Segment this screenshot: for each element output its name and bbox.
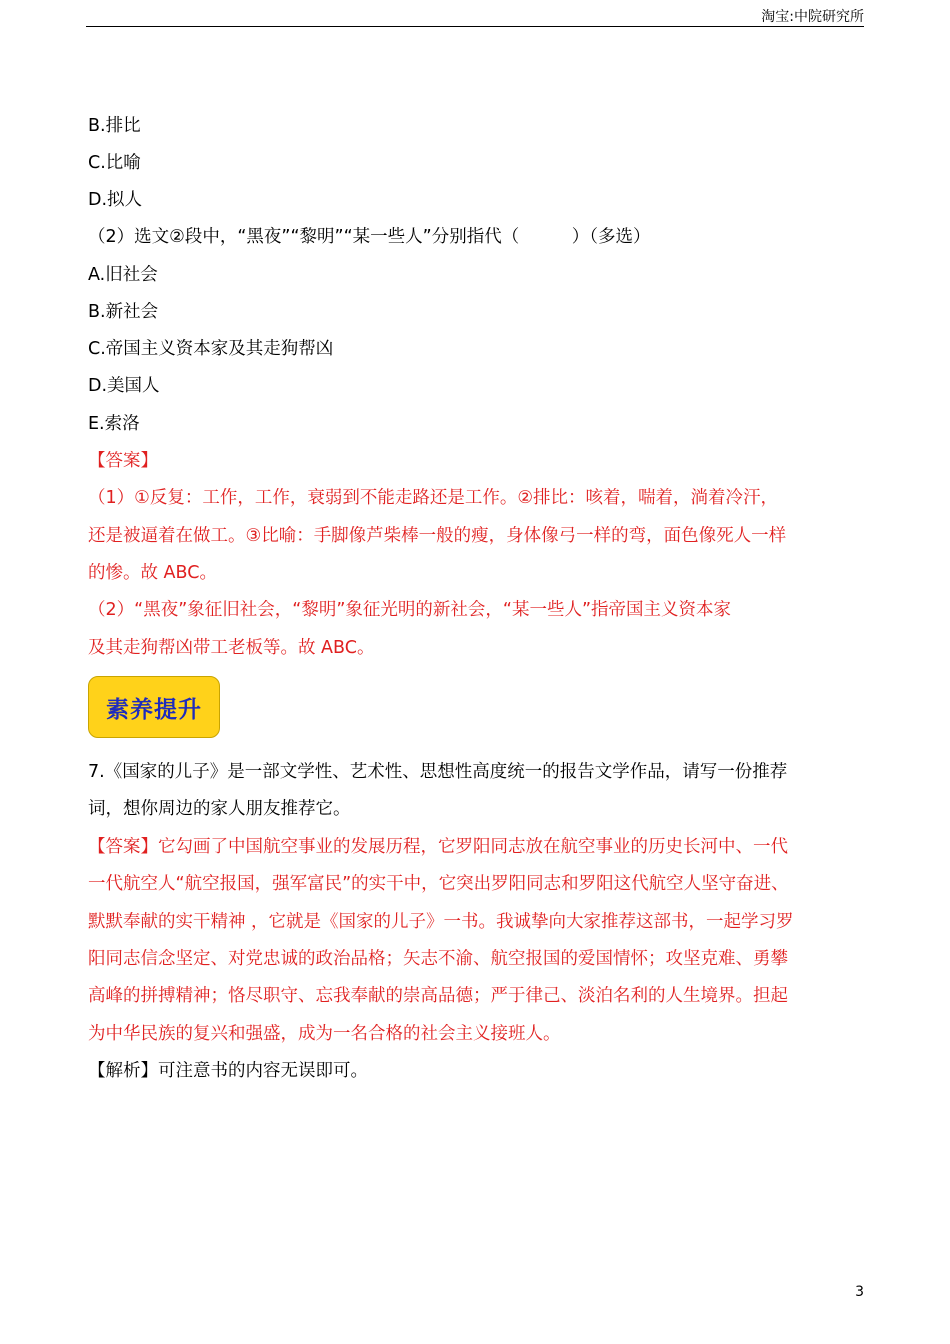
answer-text-line: 默默奉献的实干精神 ，它就是《国家的儿子》一书。我诚挚向大家推荐这部书，一起学习罗 [88, 912, 794, 932]
answer-text-line: （1）①反复：工作，工作，衰弱到不能走路还是工作。②排比：咳着，喘着，淌着冷汗， [88, 488, 779, 508]
header-rule [86, 26, 864, 27]
answer-text-line: 高峰的拼搏精神；恪尽职守、忘我奉献的崇高品德；严于律己、淡泊名利的人生境界。担起 [88, 986, 788, 1006]
answer-text-line: 还是被逼着在做工。③比喻：手脚像芦柴棒一般的瘦，身体像弓一样的弯，面色像死人一样 [88, 526, 787, 546]
answer-text-line: 【答案】它勾画了中国航空事业的发展历程，它罗阳同志放在航空事业的历史长河中、一代 [88, 837, 788, 857]
answer-text-line: 阳同志信念坚定、对党忠诚的政治品格；矢志不渝、航空报国的爱国情怀；攻坚克难、勇攀 [88, 949, 788, 969]
question-text-line: A.旧社会 [88, 265, 158, 285]
question-text-line: B.新社会 [88, 302, 159, 322]
page-number: 3 [855, 1284, 864, 1300]
question-text-line: E.索洛 [88, 414, 140, 434]
question-text-line: 词，想你周边的家人朋友推荐它。 [88, 799, 351, 819]
answer-text-line: 【答案】 [88, 451, 158, 471]
question-text-line: B.排比 [88, 116, 141, 136]
question-text-line: C.比喻 [88, 153, 141, 173]
answer-text-line: 的惨。故 ABC。 [88, 563, 217, 583]
answer-text-line: 为中华民族的复兴和强盛，成为一名合格的社会主义接班人。 [88, 1024, 561, 1044]
answer-text-line: 及其走狗帮凶带工老板等。故 ABC。 [88, 638, 375, 658]
section-badge: 素养提升 [88, 676, 220, 738]
question-text-line: （2）选文②段中，“黑夜”“黎明”“某一些人”分别指代（ ）（多选） [88, 227, 651, 247]
question-text-line: 7.《国家的儿子》是一部文学性、艺术性、思想性高度统一的报告文学作品，请写一份推荐 [88, 762, 788, 782]
question-text-line: 【解析】可注意书的内容无误即可。 [88, 1061, 368, 1081]
question-text-line: C.帝国主义资本家及其走狗帮凶 [88, 339, 334, 359]
header-text: 淘宝:中院研究所 [761, 9, 864, 25]
question-text-line: D.美国人 [88, 376, 160, 396]
answer-text-line: （2）“黑夜”象征旧社会，“黎明”象征光明的新社会，“某一些人”指帝国主义资本家 [88, 600, 732, 620]
question-text-line: D.拟人 [88, 190, 143, 210]
answer-text-line: 一代航空人“航空报国，强军富民”的实干中，它突出罗阳同志和罗阳这代航空人坚守奋进、 [88, 874, 789, 894]
